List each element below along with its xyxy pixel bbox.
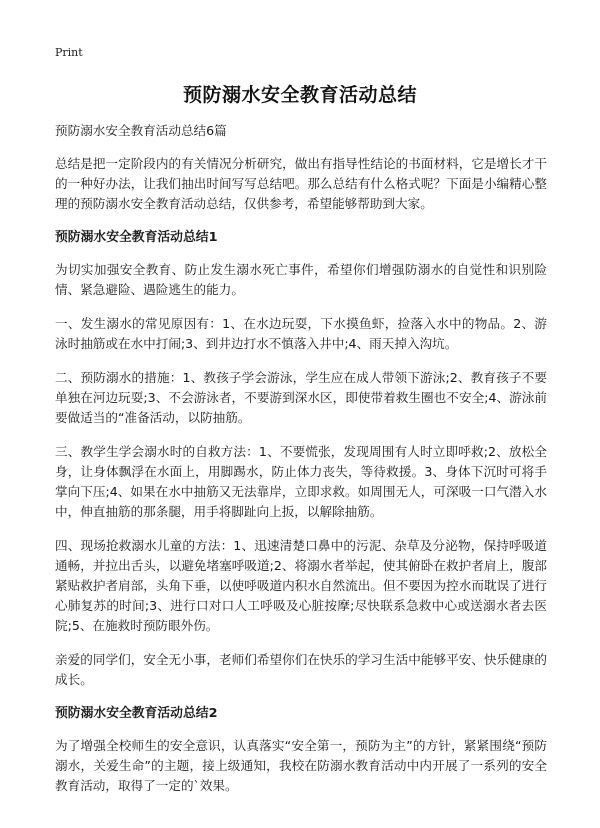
- section-paragraph: 亲爱的同学们，安全无小事，老师们希望你们在快乐的学习生活中能够平安、快乐健康的成长。: [55, 652, 547, 687]
- section-heading: 预防溺水安全教育活动总结2: [55, 706, 218, 721]
- document-body: [55, 121, 547, 810]
- section-paragraph: 为了增强全校师生的安全意识，认真落实“安全第一，预防为主”的方针，紧紧围绕“预防溺水，关爱生命”的主题，接上级通知，我校在防溺水教育活动中内开展了一系列的安全教育活动，取得了一定的`效果。: [55, 738, 547, 793]
- section-paragraph: 四、现场抢救溺水儿童的方法：1、迅速清楚口鼻中的污泥、杂草及分泌物，保持呼吸道通畅，并拉出舌头，以避免堵塞呼吸道;2、将溺水者举起，使其俯卧在救护者肩上，腹部紧贴救护者肩部，头角下垂，以使呼吸道内积水自然流出。但不要因为控水而耽误了进行心肺复苏的时间;3、进行口对口人工呼吸及心脏按摩;尽快联系急救中心或送溺水者去医院;5、在施救时预防眼外伤。: [55, 538, 547, 633]
- print-link[interactable]: Print: [55, 46, 83, 59]
- section-paragraph: 为切实加强安全教育、防止发生溺水死亡事件，希望你们增强防溺水的自觉性和识别险情、紧急避险、遇险逃生的能力。: [55, 262, 547, 297]
- section-paragraph: 二、预防溺水的措施：1、教孩子学会游泳，学生应在成人带领下游泳;2、教育孩子不要单独在河边玩耍;3、不会游泳者，不要游到深水区，即使带着救生圈也不安全;4、游泳前要做适当的“准备活动，以防抽筋。: [55, 370, 547, 425]
- section-paragraph: 一、发生溺水的常见原因有：1、在水边玩耍，下水摸鱼虾，捡落入水中的物品。2、游泳时抽筋或在水中打闹;3、到井边打水不慎落入井中;4、雨天掉入沟坑。: [55, 316, 547, 351]
- intro-paragraph: 总结是把一定阶段内的有关情况分析研究，做出有指导性结论的书面材料，它是增长才干的一种好办法，让我们抽出时间写写总结吧。那么总结有什么格式呢？下面是小编精心整理的预防溺水安全教育活动总结，仅供参考，希望能够帮助到大家。: [55, 156, 547, 211]
- page-title: 预防溺水安全教育活动总结: [182, 84, 417, 106]
- section-paragraph: 三、教学生学会溺水时的自救方法：1、不要慌张，发现周围有人时立即呼救;2、放松全身，让身体飘浮在水面上，用脚踢水，防止体力丧失，等待救援。3、身体下沉时可将手掌向下压;4、如果在水中抽筋又无法靠岸，立即求救。如周围无人，可深吸一口气潜入水中，伸直抽筋的那条腿，用手将脚趾向上扳，以解除抽筋。: [55, 444, 547, 519]
- section-heading: 预防溺水安全教育活动总结1: [55, 230, 218, 245]
- document-subtitle: 预防溺水安全教育活动总结6篇: [55, 123, 227, 138]
